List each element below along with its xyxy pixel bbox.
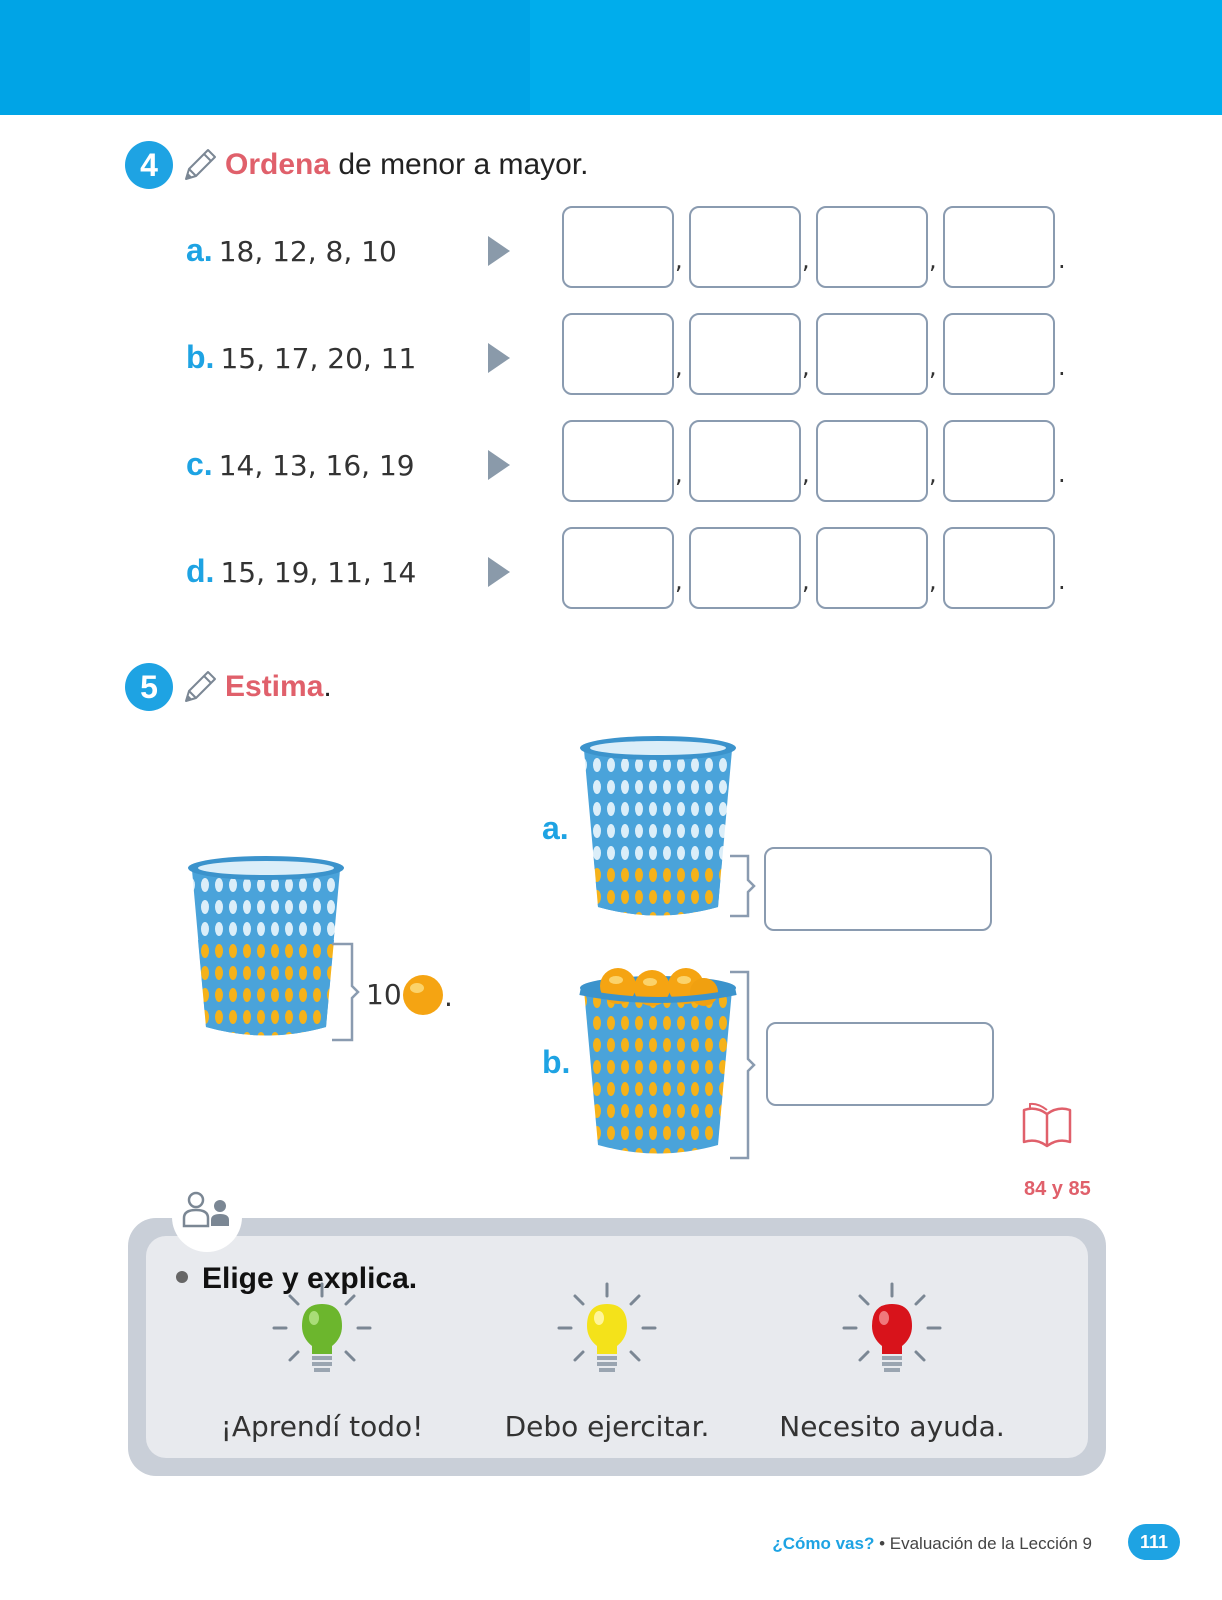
period: . [1058, 460, 1066, 488]
instruction-text: de menor a mayor. [330, 148, 589, 181]
reference-basket [184, 852, 348, 1042]
comma: , [929, 460, 937, 488]
basket-b-bracket [728, 970, 758, 1160]
row-c-label [186, 446, 415, 483]
comma: , [675, 353, 683, 381]
reference-count: 10 [366, 978, 402, 1011]
arrow-icon [488, 450, 510, 480]
pencil-icon [180, 145, 220, 185]
answer-box[interactable] [816, 313, 928, 395]
row-numbers: 18, 12, 8, 10 [218, 235, 397, 268]
instruction-verb: Estima [225, 670, 324, 703]
bullet-dot [176, 1271, 188, 1283]
footer-bullet: • [874, 1534, 890, 1553]
row-numbers: 15, 19, 11, 14 [220, 556, 417, 589]
comma: , [675, 567, 683, 595]
answer-box[interactable] [943, 527, 1055, 609]
comma: , [929, 567, 937, 595]
footer-lesson: Evaluación de la Lección 9 [889, 1534, 1092, 1553]
answer-box[interactable] [816, 420, 928, 502]
estimate-box-a[interactable] [764, 847, 992, 931]
instruction-verb: Ordena [225, 148, 331, 181]
book-icon [1020, 1102, 1074, 1150]
answer-box[interactable] [816, 206, 928, 288]
row-letter: b. [186, 339, 215, 375]
orange-ball-icon [402, 974, 444, 1016]
option-must-practice[interactable]: Debo ejercitar. [504, 1410, 710, 1443]
instruction-text: . [323, 670, 332, 703]
yellow-bulb-icon[interactable] [557, 1282, 657, 1382]
label-b: b. [542, 1044, 571, 1080]
basket-b [576, 968, 740, 1160]
answer-box[interactable] [943, 313, 1055, 395]
comma: , [675, 460, 683, 488]
row-letter: a. [186, 232, 213, 268]
answer-box[interactable] [689, 527, 801, 609]
period: . [1058, 567, 1066, 595]
period: . [1058, 353, 1066, 381]
reference-period: . [444, 980, 453, 1013]
red-bulb-icon[interactable] [842, 1282, 942, 1382]
reference-bracket [330, 942, 360, 1042]
header-shade [0, 0, 530, 115]
label-a: a. [542, 810, 569, 846]
arrow-icon [488, 236, 510, 266]
option-learned-all[interactable]: ¡Aprendí todo! [220, 1410, 424, 1443]
green-bulb-icon[interactable] [272, 1282, 372, 1382]
answer-box[interactable] [562, 527, 674, 609]
comma: , [802, 460, 810, 488]
page-number: 111 [1128, 1524, 1180, 1560]
header-bar [0, 0, 1222, 115]
answer-box[interactable] [689, 313, 801, 395]
basket-a-bracket [728, 854, 758, 918]
comma: , [929, 246, 937, 274]
arrow-icon [488, 557, 510, 587]
row-numbers: 15, 17, 20, 11 [220, 342, 417, 375]
comma: , [675, 246, 683, 274]
row-numbers: 14, 13, 16, 19 [218, 449, 415, 482]
estimate-box-b[interactable] [766, 1022, 994, 1106]
exercise-5-instruction [225, 670, 332, 704]
row-b-label [186, 339, 416, 376]
period: . [1058, 246, 1066, 274]
answer-box[interactable] [689, 206, 801, 288]
exercise-4-badge: 4 [125, 141, 173, 189]
comma: , [929, 353, 937, 381]
answer-box[interactable] [816, 527, 928, 609]
comma: , [802, 246, 810, 274]
panel-title-text: Elige y explica. [202, 1262, 418, 1295]
row-letter: c. [186, 446, 213, 482]
pencil-icon [180, 667, 220, 707]
row-a-label [186, 232, 397, 269]
basket-a [576, 732, 740, 922]
people-icon [172, 1182, 242, 1252]
answer-box[interactable] [562, 313, 674, 395]
answer-box[interactable] [943, 420, 1055, 502]
comma: , [802, 353, 810, 381]
answer-box[interactable] [943, 206, 1055, 288]
reference-pages: 84 y 85 [1024, 1178, 1091, 1200]
exercise-4-instruction [225, 148, 589, 182]
footer-text [772, 1534, 1092, 1554]
option-need-help[interactable]: Necesito ayuda. [779, 1410, 1005, 1443]
footer-section: ¿Cómo vas? [772, 1534, 875, 1553]
arrow-icon [488, 343, 510, 373]
answer-box[interactable] [689, 420, 801, 502]
row-d-label [186, 553, 416, 590]
row-letter: d. [186, 553, 215, 589]
answer-box[interactable] [562, 420, 674, 502]
exercise-5-badge: 5 [125, 663, 173, 711]
answer-box[interactable] [562, 206, 674, 288]
people-icon-holder [172, 1182, 242, 1252]
comma: , [802, 567, 810, 595]
